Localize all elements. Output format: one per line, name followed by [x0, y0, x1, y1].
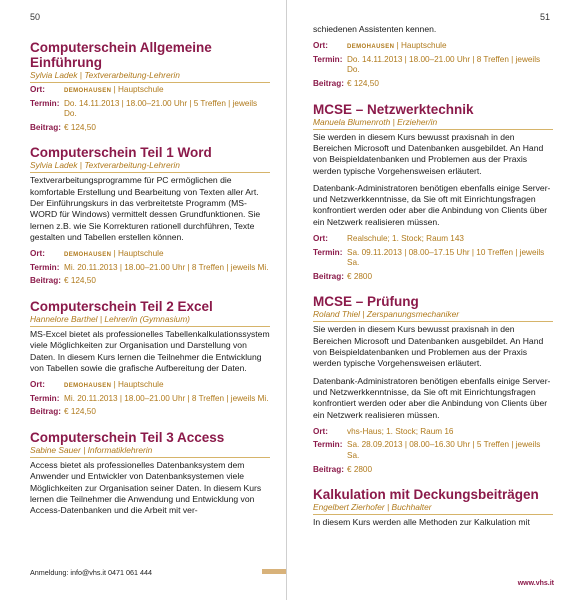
course-column — [30, 40, 270, 528]
course-instructor: Manuela Blumenroth | Erzieher/in — [313, 117, 553, 130]
ort-venue: demohausen — [64, 380, 112, 390]
course-details — [30, 380, 270, 418]
course-entry — [30, 430, 270, 516]
beitrag-value: € 2800 — [347, 464, 373, 474]
course-details — [313, 41, 553, 89]
course-instructor: Sabine Sauer | Informatiklehrerin — [30, 445, 270, 458]
beitrag-value: € 124,50 — [64, 407, 96, 417]
course-description — [30, 175, 270, 243]
termin-label: Termin: — [313, 54, 343, 64]
beitrag-value: € 124,50 — [347, 79, 379, 89]
beitrag-value: € 2800 — [347, 271, 373, 281]
beitrag-label: Beitrag: — [30, 122, 61, 132]
beitrag-label: Beitrag: — [313, 79, 344, 89]
ort-label: Ort: — [313, 234, 329, 244]
ort-venue: demohausen — [64, 249, 112, 259]
beitrag-label: Beitrag: — [30, 407, 61, 417]
termin-value: Do. 14.11.2013 | 18.00–21.00 Uhr | 5 Treffen | jeweils Do. — [64, 98, 258, 119]
description-paragraph: Sie werden in diesem Kurs bewusst praxisnah in den Bereichen Microsoft und Datenbanken ausgebildet. An Hand von Beispieldatenbanken und Problemen aus der Praxis werden typische Vorgehensweisen erläutert. — [313, 324, 544, 369]
ort-detail: | Hauptschule — [111, 380, 164, 390]
course-title: Computerschein Teil 3 Access — [30, 429, 225, 445]
description-paragraph: schiedenen Assistenten kennen. — [313, 24, 437, 34]
course-entry — [30, 40, 270, 133]
termin-label: Termin: — [30, 262, 60, 272]
course-instructor: Engelbert Zierhofer | Buchhalter — [313, 502, 553, 515]
course-instructor: Sylvia Ladek | Textverarbeitung-Lehrerin — [30, 160, 270, 173]
ort-value — [347, 41, 553, 52]
ort-venue: demohausen — [347, 41, 395, 51]
description-paragraph: Sie werden in diesem Kurs bewusst praxisnah in den Bereichen Microsoft und Datenbanken ausgebildet. An Hand von Beispieldatenbanken und Problemen aus der Praxis werden typische Vorgehensweisen erläutert. — [313, 131, 544, 176]
course-details — [30, 85, 270, 133]
course-details — [313, 427, 553, 475]
termin-value: Sa. 28.09.2013 | 08.00–16.30 Uhr | 5 Treffen | jeweils Sa. — [347, 440, 541, 460]
beitrag-value: € 124,50 — [64, 276, 96, 286]
course-details — [30, 249, 270, 287]
course-entry — [313, 102, 553, 283]
description-paragraph: Access bietet als professionelles Datenbanksystem dem Anwender und Entwickler von Datenbanksystemen viele Möglichkeiten zur Organisation seiner Daten. In diesem Kurs lernen die Teilnehmer die Anwendung und Entwicklung von Access-Datenbanken und die Arbeit mit ver- — [30, 459, 262, 516]
course-entry — [313, 294, 553, 475]
course-details — [313, 234, 553, 282]
course-title: MCSE – Prüfung — [313, 294, 419, 310]
ort-label: Ort: — [313, 426, 329, 436]
ort-value: vhs-Haus; 1. Stock; Raum 16 — [347, 426, 454, 436]
ort-value — [64, 85, 270, 96]
termin-value: Do. 14.11.2013 | 18.00–21.00 Uhr | 8 Treffen | jeweils Do. — [347, 54, 541, 75]
ort-label: Ort: — [30, 380, 46, 390]
beitrag-value: € 124,50 — [64, 122, 96, 132]
description-paragraph: MS-Excel bietet als professionelles Tabellenkalkulationssystem viele Möglichkeiten zur Organisation und Darstellung von Daten. In diesem Kurs lernen die Teilnehmer die Entwicklung von Tabellen sowie die grafische Aufbereitung der Daten. — [30, 328, 270, 373]
ort-label: Ort: — [30, 85, 46, 94]
beitrag-label: Beitrag: — [313, 271, 344, 281]
ort-detail: | Hauptschule — [394, 41, 447, 51]
course-description — [313, 517, 553, 528]
website-footer: www.vhs.it — [517, 580, 554, 587]
course-title: Computerschein Teil 1 Word — [30, 145, 212, 161]
page-number: 50 — [30, 12, 41, 22]
course-description — [30, 329, 270, 374]
course-title: Computerschein Allgemeine Einführung — [30, 40, 212, 70]
course-instructor: Sylvia Ladek | Textverarbeitung-Lehrerin — [30, 70, 270, 83]
course-description — [30, 460, 270, 516]
ort-value — [64, 249, 270, 260]
course-instructor: Hannelore Barthel | Lehrer/in (Gymnasium) — [30, 314, 270, 327]
course-instructor: Roland Thiel | Zerspanungsmechaniker — [313, 309, 553, 322]
termin-value: Mi. 20.11.2013 | 18.00–21.00 Uhr | 8 Treffen | jeweils Mi. — [64, 393, 269, 403]
course-column — [313, 24, 553, 540]
course-continuation — [313, 24, 553, 90]
termin-label: Termin: — [313, 440, 343, 450]
description-paragraph: Datenbank-Administratoren benötigen ebenfalls einige Server- und Netzwerkkenntnisse, da Sie oft mit Einrichtungsfragen konfrontiert werden oder aber die Anbindung von Clients über ein Netzwerk realisieren müssen. — [313, 375, 551, 420]
termin-value: Sa. 09.11.2013 | 08.00–17.15 Uhr | 10 Treffen | jeweils Sa. — [347, 247, 545, 268]
ort-value: Realschule; 1. Stock; Raum 143 — [347, 234, 464, 244]
ort-label: Ort: — [30, 249, 46, 259]
ort-label: Ort: — [313, 41, 329, 51]
footer-bar — [262, 569, 286, 574]
ort-detail: | Hauptschule — [111, 249, 164, 259]
page-number: 51 — [539, 12, 550, 22]
termin-label: Termin: — [30, 98, 60, 108]
course-title: MCSE – Netzwerktechnik — [313, 101, 474, 117]
termin-label: Termin: — [313, 247, 343, 257]
course-entry — [30, 299, 270, 418]
right-page — [287, 0, 572, 600]
termin-value: Mi. 20.11.2013 | 18.00–21.00 Uhr | 8 Treffen | jeweils Mi. — [64, 262, 269, 272]
course-title: Computerschein Teil 2 Excel — [30, 298, 213, 314]
beitrag-label: Beitrag: — [30, 276, 61, 286]
termin-label: Termin: — [30, 393, 60, 403]
description-paragraph: Textverarbeitungsprogramme für PC ermöglichen die komfortable Erstellung und Bearbeitung von Texten aller Art. Der Einführungskurs in das verbreitetste Programm (MS-WORD für Windows) vermittelt dessen Grundfunktionen. Sie lernen z.B. wie Sie Korrekturen rationell durchführen, Texte gestalten und Tabellen erstellen können. — [30, 175, 261, 242]
course-description — [313, 324, 553, 420]
ort-value — [64, 380, 270, 391]
ort-detail: | Hauptschule — [111, 85, 164, 94]
beitrag-label: Beitrag: — [313, 464, 344, 474]
course-entry — [30, 145, 270, 287]
description-paragraph: In diesem Kurs werden alle Methoden zur Kalkulation mit — [313, 517, 530, 528]
description-paragraph: Datenbank-Administratoren benötigen ebenfalls einige Server- und Netzwerkkenntnisse, da Sie oft mit Einrichtungsfragen konfrontiert werden oder aber die Anbindung von Clients über ein Netzwerk realisieren müssen. — [313, 182, 551, 227]
course-entry — [313, 487, 553, 528]
course-title: Kalkulation mit Deckungsbeiträgen — [313, 487, 539, 503]
registration-footer: Anmeldung: info@vhs.it 0471 061 444 — [30, 568, 152, 577]
ort-venue: demohausen — [64, 85, 112, 94]
course-description — [313, 132, 553, 228]
course-description — [313, 24, 553, 35]
